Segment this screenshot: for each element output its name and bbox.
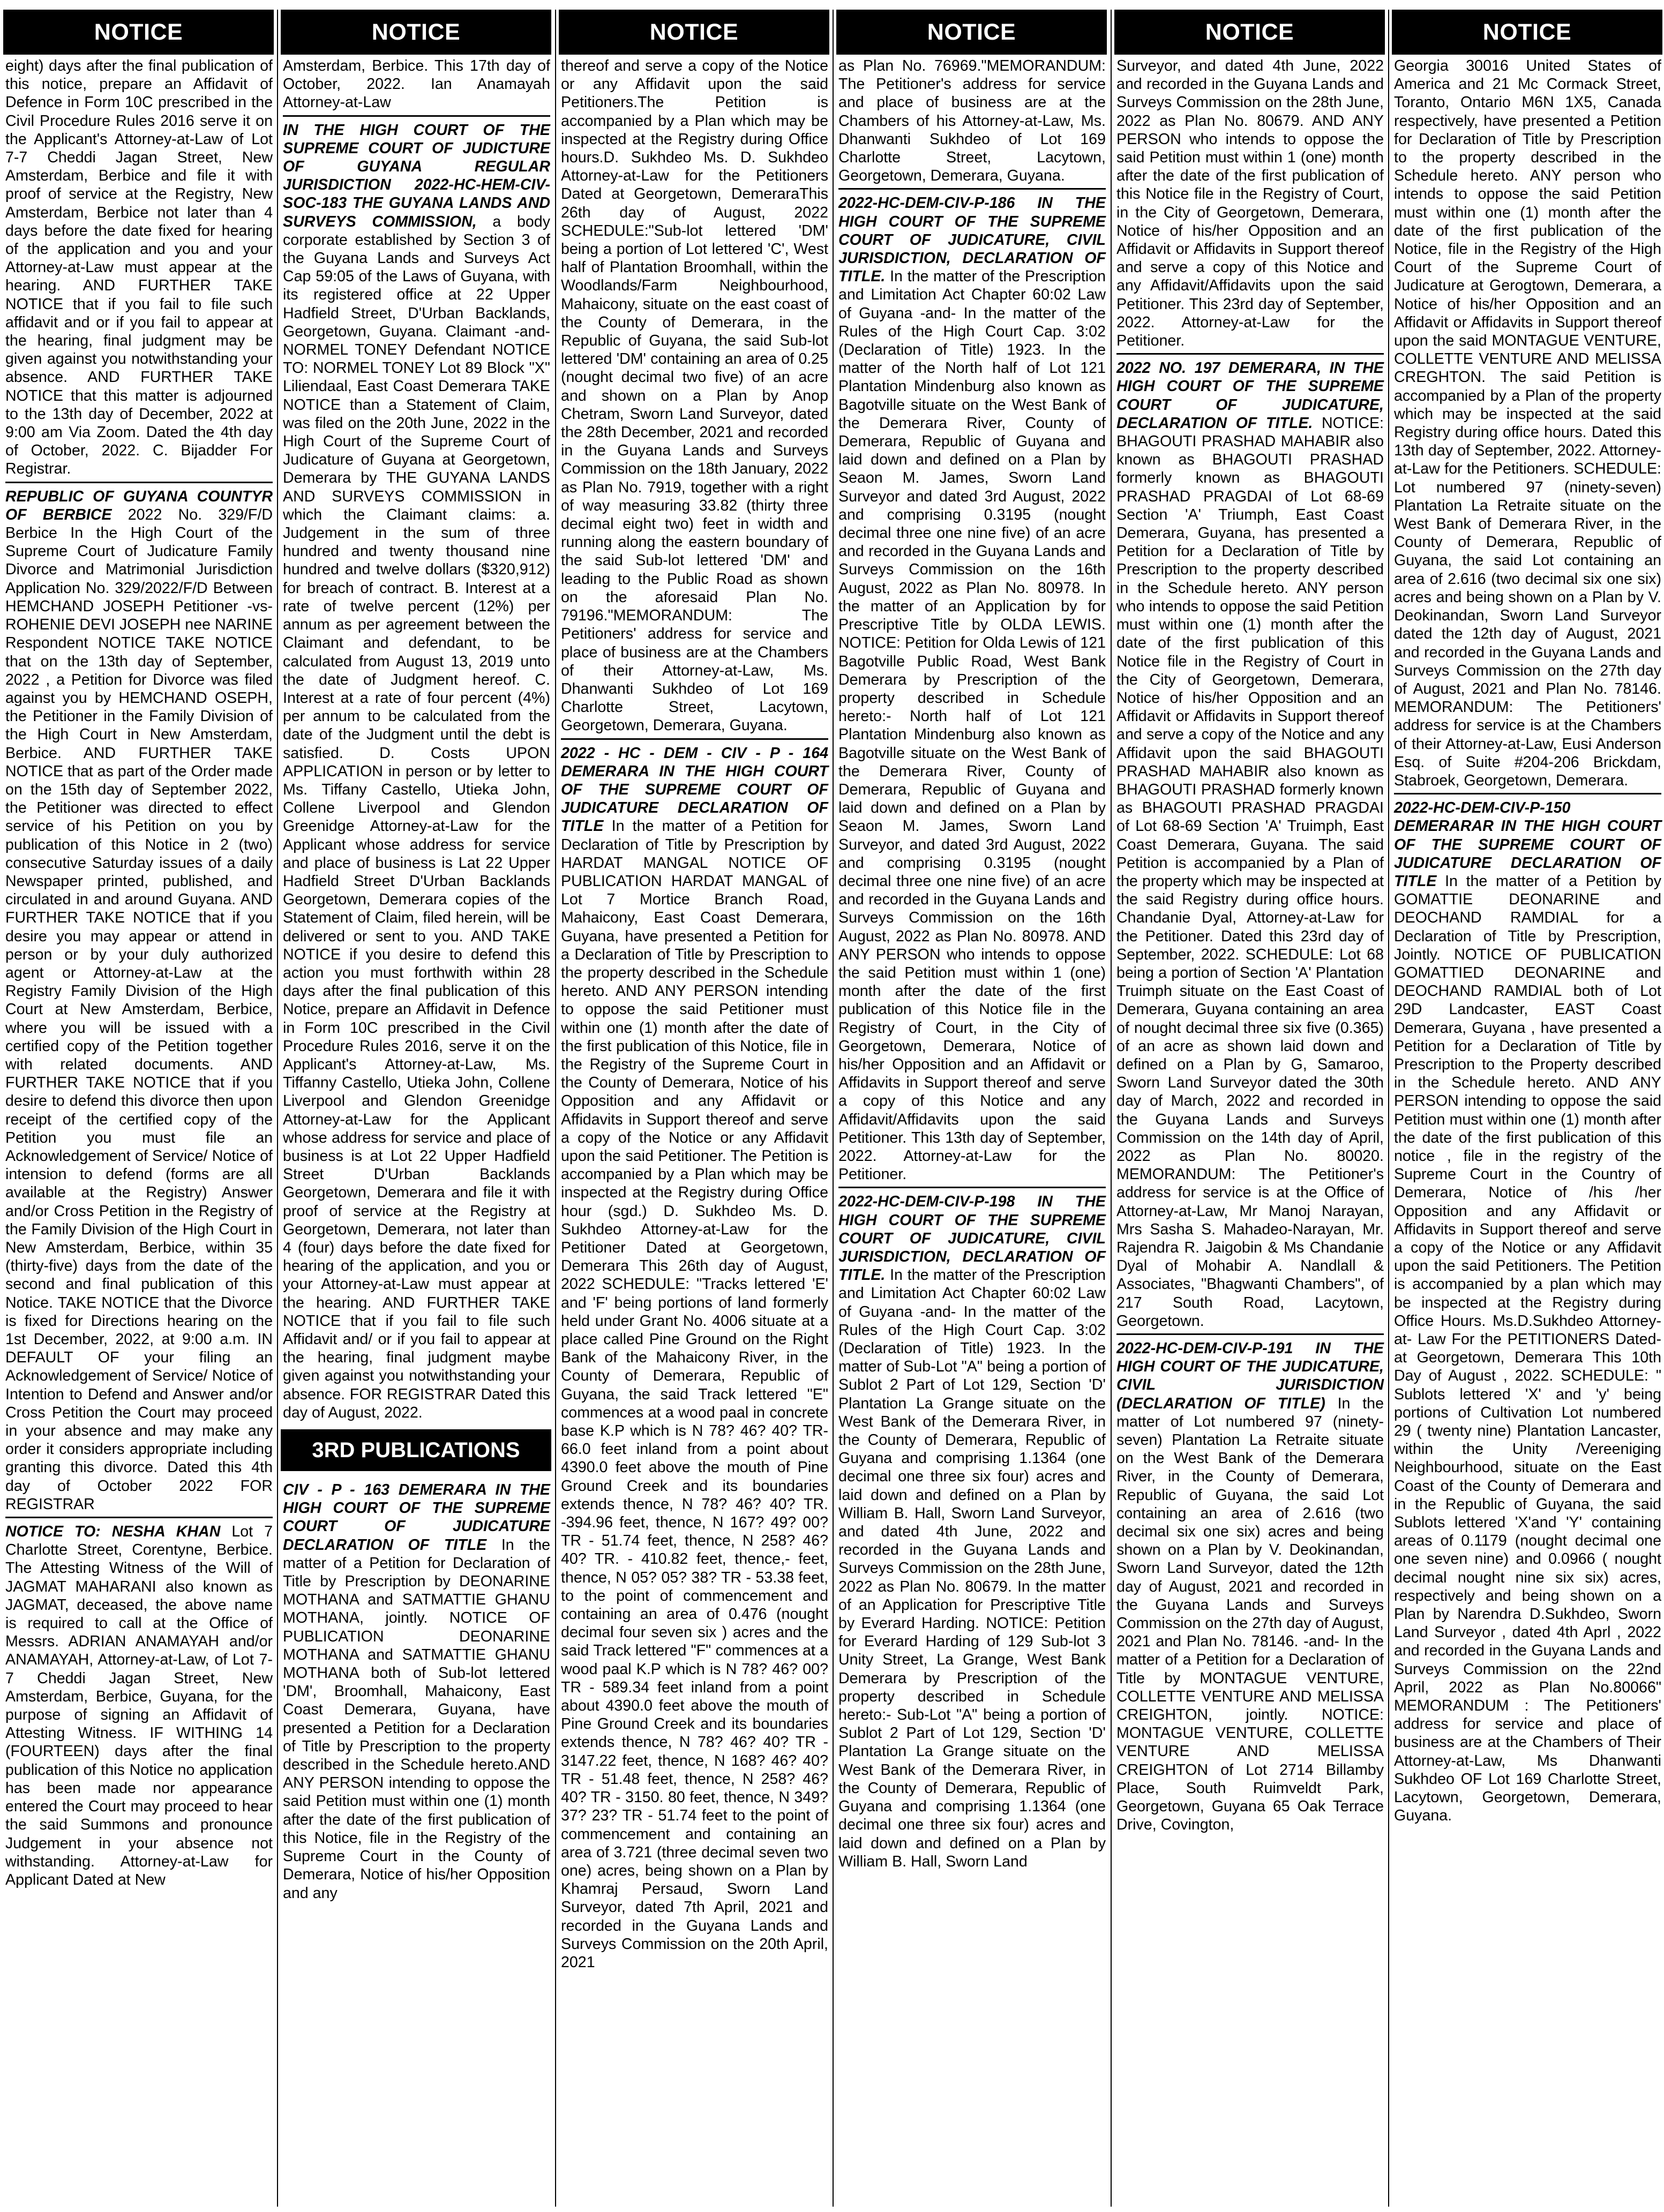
column-header: NOTICE: [3, 10, 274, 55]
notice-text: Surveyor, and dated 4th June, 2022 and recorded in the Guyana Lands and Surveys Commission on the 28th June, 2022 as Plan No. 80679. AND ANY PERSON who intends to oppose the said Petition must within 1 (one) month after the date of the first publication of this Notice file in the Registry of Court, in the City of Georgetown, Demerara, Notice of his/her Opposition and an Affidavit or Affidavits in Support thereof and serve a copy of this Notice and any Affidavit/Affidavits upon the said Petitioner. This 23rd day of September, 2022. Attorney-at-Law for the Petitioner.: [1116, 57, 1384, 350]
notice: [283, 1481, 550, 1902]
notice-text: 2022 No. 329/F/D Berbice In the High Court of the Supreme Court of Judicature Family Divorce and Matrimonial Jurisdiction Application No. 329/2022/F/D Between HEMCHAND JOSEPH Petitioner -vs- ROHENIE DEVI JOSEPH nee NARINE Respondent NOTICE TAKE NOTICE that on the 13th day of September, 2022 , a Petition for Divorce was filed against you by HEMCHAND OSEPH, the Petitioner in the Family Division of the High Court in New Amsterdam, Berbice. AND FURTHER TAKE NOTICE that as part of the Order made on the 15th day of September 2022, the Petitioner was directed to effect service of his Petition on you by publication of this Notice in 2 (two) consecutive Saturday issues of a daily Newspaper printed, published, and circulated in and around Guyana. AND FURTHER TAKE NOTICE that if you desire you may appear or attend in person or by your duly authorized agent or Attorney-at-Law at the Registry Family Division of the High Court at New Amsterdam, Berbice, where you will be issued with a certified copy of the Petition together with related documents. AND FURTHER TAKE NOTICE that if you desire to defend this divorce then upon receipt of the certified copy of the Petition you must file an Acknowledgement of Service/ Notice of intension to defend (forms are all available at the Registry) Answer and/or Cross Petition in the Registry of the Family Division of the High Court in New Amsterdam, Berbice, within 35 (thirty-five) days from the date of the second and final publication of this Notice. TAKE NOTICE that the Divorce is fixed for Directions hearing on the 1st December, 2022, at 9:00 a.m. IN DEFAULT OF your filing an Acknowledgement of Service/ Notice of Intention to Defend and Answer and/or Cross Petition the Court may proceed in your absence and may make any order it considers appropriate including granting this divorce. Dated this 4th day of October 2022 FOR REGISTRAR: [5, 506, 273, 1513]
column-5: [1114, 10, 1385, 2204]
notice: [5, 57, 273, 478]
notice-text: thereof and serve a copy of the Notice or any Affidavit upon the said Petitioners.The Petition is accompanied by a Plan which may be inspected at the Registry during Office hours.D. Sukhdeo Ms. D. Sukhdeo Attorney-at-Law for the Petitioners Dated at Georgetown, DemeraraThis 26th day of August, 2022 SCHEDULE:"Sub-lot lettered 'DM' being a portion of Lot lettered 'C', West half of Plantation Broomhall, within the Woodlands/Farm Neighbourhood, Mahaicony, situate on the east coast of the County of Demerara, in the Republic of Guyana, the said Sub-lot lettered 'DM' containing an area of 0.25 (nought decimal two five) of an acre and shown on a Plan by Anop Chetram, Sworn Land Surveyor, dated the 28th December, 2021 and recorded in the Guyana Lands and Surveys Commission on the 18th January, 2022 as Plan No. 7919, together with a right of way measuring 33.82 (thirty three decimal eight two) feet in width and running along the eastern boundary of the said Sub-lot lettered 'DM' and leading to the Public Road as shown on the aforesaid Plan No. 79196."MEMORANDUM: The Petitioners' address for service and place of business are at the Chambers of their Attorney-at-Law, Ms. Dhanwanti Sukhdeo of Lot 169 Charlotte Street, Lacytown, Georgetown, Demerara, Guyana.: [561, 57, 828, 734]
notice-heading: 2022 NO. 197 DEMERARA, IN THE HIGH COURT OF THE SUPREME COURT OF JUDICATURE, DECLARATION OF TITLE.: [1116, 359, 1384, 432]
notice: [1394, 57, 1661, 790]
column-divider: [1111, 10, 1112, 2207]
notice: [1116, 1333, 1384, 1834]
column-divider: [1388, 10, 1389, 2207]
notice: [561, 738, 828, 1972]
notice: [838, 188, 1106, 1183]
notice: [561, 57, 828, 735]
notice: [838, 57, 1106, 185]
column-2: [281, 10, 551, 2204]
notice: [283, 57, 550, 112]
column-body: [281, 55, 551, 1422]
column-6: [1392, 10, 1662, 2204]
column-header: NOTICE: [559, 10, 829, 55]
notice-text: Lot 7 Charlotte Street, Corentyne, Berbice. The Attesting Witness of the Will of JAGMAT MAHARANI also known as JAGMAT, deceased, the above name is required to call at the Office of Messrs. ADRIAN ANAMAYAH and/or ANAMAYAH, Attorney-at-Law, of Lot 7-7 Cheddi Jagan Street, New Amsterdam, Berbice, Guyana, for the purpose of signing an Affidavit of Attesting Witness. IF WITHING 14 (FOURTEEN) days after the final publication of this Notice no application has been made nor appearance entered the Court may proceed to hear the said Summons and pronounce Judgement in your absence not withstanding. Attorney-at-Law for Applicant Dated at New: [5, 1523, 273, 1888]
notice: [5, 1517, 273, 1889]
column-header: NOTICE: [836, 10, 1107, 55]
column-header: NOTICE: [281, 10, 551, 55]
notice-text: as Plan No. 76969."MEMORANDUM: The Petitioner's address for service and place of business are at the Chambers of his Attorney-at-Law, Ms. Dhanwanti Sukhdeo of Lot 169 Charlotte Street, Lacytown, Georgetown, Demerara, Guyana.: [838, 57, 1106, 185]
notice-heading: CIV - P - 163 DEMERARA IN THE HIGH COURT OF THE SUPREME COURT OF JUDICATURE DECLARATION OF TITLE: [283, 1481, 550, 1554]
notice-text: In the matter of a Petition for Declaration of Title by Prescription by HARDAT MANGAL NOTICE OF PUBLICATION HARDAT MANGAL of Lot 7 Mortice Branch Road, Mahaicony, East Coast Demerara, Guyana, have presented a Petition for a Declaration of Title by Prescription to the property described in the Schedule hereto. AND ANY PERSON intending to oppose the said Petitioner must within one (1) month after the date of the first publication of this Notice, file in the Registry of the Supreme Court in the County of Demerara, Notice of his Opposition and any Affidavit or Affidavits in Support thereof and serve a copy of the Notice or any Affidavit upon the said Petitioner. The Petition is accompanied by a Plan which may be inspected at the Registry during Office hour (sgd.) D. Sukhdeo Ms. D. Sukhdeo Attorney-at-Law for the Petitioner Dated at Georgetown, Demerara This 26th day of August, 2022 SCHEDULE: "Tracks lettered 'E' and 'F' being portions of land formerly held under Grant No. 4006 situate at a place called Pine Ground on the Right Bank of the Mahaicony River, in the County of Demerara, Republic of Guyana, the said Track lettered "E" commences at a wood paal in concrete base K.P which is N 78? 46? 40? TR-66.0 feet inland from a point about 4390.0 feet above the mouth of Pine Ground Creek and its boundaries extends thence, N 78? 46? 40? TR. -394.96 feet, thence, N 167? 49? 00? TR - 51.74 feet, thence, N 258? 46? 40? TR. - 410.82 feet, thence,- feet, thence, N 05? 05? 38? TR - 53.38 feet, to the point of commencement and containing an area of 0.476 (nought decimal four seven six ) acres and the said Track lettered "F" commences at a wood paal K.P which is N 78? 46? 00? TR - 589.34 feet inland from a point about 4390.0 feet above the mouth of Pine Ground Creek and its boundaries extends thence, N 78? 46? 40? TR - 3147.22 feet, thence, N 168? 46? 40? TR - 51.48 feet, thence, N 258? 46? 40? TR - 3150. 80 feet, thence, N 349?37? 23? TR - 51.74 feet to the point of commencement and containing an area of 3.721 (three decimal seven two one) acres, being shown on a Plan by Khamraj Persaud, Sworn Land Surveyor, dated 7th April, 2021 and recorded in the Guyana Lands and Surveys Commission on the 20th April, 2021: [561, 818, 828, 1971]
column-4: [836, 10, 1107, 2204]
notice: [838, 1187, 1106, 1871]
notice: [283, 115, 550, 1422]
notice-text: NOTICE: BHAGOUTI PRASHAD MAHABIR also known as BHAGOUTI PRASHAD formerly known as BHAGOUTI PRASHAD PRAGDAI of Lot 68-69 Section 'A' Triumph, East Coast Demerara, Guyana, has presented a Petition for a Declaration of Title by Prescription to the property described in the Schedule hereto. ANY person who intends to oppose the said Petition must within one (1) month after the date of the first publication of this Notice file in the Registry of Court in the City of Georgetown, Demerara, Notice of his/her Opposition and an Affidavit or Affidavits in Support thereof and serve a copy of the Notice and any Affidavit upon the said BHAGOUTI PRASHAD MAHABIR also known as BHAGOUTI PRASHAD formerly known as BHAGOUTI PRASHAD PRAGDAI of Lot 68-69 Section 'A' Truimph, East Coast Demerara, Guyana. The said Petition is accompanied by a Plan of the property which may be inspected at the said Registry during office hours. Chandanie Dyal, Attorney-at-Law for the Petitioner. Dated this 23rd day of September, 2022. SCHEDULE: Lot 68 being a portion of Section 'A' Plantation Truimph situate on the East Coast of Demerara, Guyana containing an area of nought decimal three six five (0.365) of an acre as shown laid down and defined on a Plan by G, Samaroo, Sworn Land Surveyor dated the 30th day of March, 2022 and recorded in the Guyana Lands and Surveys Commission on the 14th day of April, 2022 as Plan No. 80020. MEMORANDUM: The Petitioner's address for service is at the Office of Attorney-at-Law, Mr Manoj Narayan, Mrs Sasha S. Mahadeo-Narayan, Mr. Rajendra R. Jaigobin & Ms Chandanie Dyal of Mohabir A. Nandlall & Associates, "Bhagwanti Chambers", of 217 South Road, Lacytown, Georgetown.: [1116, 414, 1384, 1330]
notice-heading: NOTICE TO: NESHA KHAN: [5, 1523, 232, 1541]
notice-heading: REPUBLIC OF GUYANA COUNTYR OF BERBICE: [5, 488, 273, 523]
column-body-continued: [281, 1479, 551, 1902]
column-divider: [555, 10, 556, 2207]
column-divider: [833, 10, 834, 2207]
notice-text: In the matter of the Prescription and Limitation Act Chapter 60:02 Law of Guyana -and- In the matter of the Rules of the High Court Cap. 3:02 (Declaration of Title) 1923. In the matter of the North half of Lot 121 Plantation Mindenburg also known as Bagotville situate on the West Bank of the Demerara River, County of Demerara, Republic of Guyana and laid down and defined on a Plan by Seaon M. James, Sworn Land Surveyor and dated 3rd August, 2022 and comprising 0.3195 (nought decimal three one nine five) of an acre and recorded in the Guyana Lands and Surveys Commission on the 16th August, 2022 as Plan No. 80978. In the matter of an Application by for Prescriptive Title by OLDA LEWIS. NOTICE: Petition for Olda Lewis of 121 Bagotville Public Road, West Bank Demerara by Prescription of the property described in Schedule hereto:- North half of Lot 121 Plantation Mindenburg also known as Bagotville situate on the West Bank of the Demerara River, County of Demerara, Republic of Guyana and laid down and defined on a Plan by Seaon M. James, Sworn Land Surveyor, and dated 3rd August, 2022 and comprising 0.3195 (nought decimal three one nine five) of an acre and recorded in the Guyana Lands and Surveys Commission on the 16th August, 2022 as Plan No. 80978. AND ANY PERSON who intends to oppose the said Petition must within 1 (one) month after the date of the first publication of this Notice file in the Registry of Court, in the City of Georgetown, Demerara, Notice of his/her Opposition and an Affidavit or Affidavits in Support thereof and serve a copy of this Notice and any Affidavit/Affidavits upon the said Petitioner. This 13th day of September, 2022. Attorney-at-Law for the Petitioner.: [838, 268, 1106, 1183]
notice-heading: IN THE HIGH COURT OF THE SUPREME COURT OF JUDICTURE OF GUYANA REGULAR JURISDICTION 2022-HC-HEM-CIV-SOC-183 THE GUYANA LANDS AND SURVEYS COMMISSION,: [283, 121, 550, 230]
notice-text: In the matter of a Petition by GOMATTIE DEONARINE and DEOCHAND RAMDIAL for a Declaration of Title by Prescription, Jointly. NOTICE OF PUBLICATION GOMATTIED DEONARINE and DEOCHAND RAMDIAL both of Lot 29D Landcaster, EAST Coast Demerara, Guyana , have presented a Petition for a Declaration of Title by Prescription to the Property described in the Schedule hereto. AND ANY PERSON intending to oppose the said Petition must within one (1) month after the date of the first publication of this notice , file in the registry of the Supreme Court in the Country of Demerara, Notice of /his /her Opposition and any Affidavit or Affidavits in Support thereof and serve a copy of the Notice or any Affidavit upon the said Petitioners. The Petition is accompanied by a plan which may be inspected at the Registry during Office Hours. Ms.D.Sukhdeo Attorney-at- Law For the PETITIONERS Dated-at Georgetown, Demerara This 10th Day of August , 2022. SCHEDULE: " Sublots lettered 'X' and 'y' being portions of Cultivation Lot numbered 29 ( twenty nine) Plantation Lancaster, within the Unity /Vereeniging Neighbourhood, situate on the East Coast of the County of Demerara and in the Republic of Guyana, the said Sublots lettered 'X'and 'Y' containing areas of 0.1179 (nought decimal one one seven nine) and 0.0966 ( nought decimal nought nine six six) acres, respectively and being shown on a Plan by Narendra D.Sukhdeo, Sworn Land Surveyor , dated 4th Aprl , 2022 and recorded in the Guyana Lands and Surveys Commission on the 22nd April, 2022 as Plan No.80066" MEMORANDUM : The Petitioners' address for service and place of business are at the Chambers of Their Attorney-at-Law, Ms Dhanwanti Sukhdeo OF Lot 169 Charlotte Street, Lacytown, Georgetown, Demerara, Guyana.: [1394, 872, 1661, 1825]
notice-heading: 2022-HC-DEM-CIV-P-198 IN THE HIGH COURT OF THE SUPREME COURT OF JUDICATURE, CIVIL JURISDICTION, DECLARATION OF TITLE.: [838, 1193, 1106, 1284]
notice-text: Georgia 30016 United States of America and 21 Mc Cormack Street, Toranto, Ontario M6N 1X5, Canada respectively, have presented a Petition for Declaration of Title by Prescription to the property described in the Schedule hereto. ANY person who intends to oppose the said Petition must within one (1) month after the date of the first publication of the Notice, file in the Registry of the High Court of the Supreme Court of Judicature at Gerogtown, Demerara, a Notice of his/her Opposition and an Affidavit or Affidavits in Support thereof upon the said MONTAGUE VENTURE, COLLETTE VENTURE AND MELISSA CREGHTON. The said Petition is accompanied by a Plan of the property which may be inspected at the said Registry during office hours. Dated this 13th day of September, 2022. Attorney-at-Law for the Petitioners. SCHEDULE: Lot numbered 97 (ninety-seven) Plantation La Retraite situate on the West Bank of Demerara River, in the County of Demerara, Republic of Guyana, the said Lot containing an area of 2.616 (two decimal six one six) acres and being shown on a Plan by V. Deokinandan, Sworn Land Surveyor dated the 12th day of August, 2021 and recorded in the Guyana Lands and Surveys Commission on the 27th day of August, 2021 and Plan No. 78146. MEMORANDUM: The Petitioners' address for service is at the Chambers of their Attorney-at-Law, Eusi Anderson Esq. of Suite #204-206 Brickdam, Stabroek, Georgetown, Demerara.: [1394, 57, 1661, 789]
notice-heading: 2022 - HC - DEM - CIV - P - 164 DEMERARA IN THE HIGH COURT OF THE SUPREME COURT OF JUDICATURE DECLARATION OF TITLE: [561, 744, 828, 835]
column-body: [1114, 55, 1385, 1834]
column-1: [3, 10, 274, 2204]
notice: [5, 482, 273, 1513]
notice-text: Amsterdam, Berbice. This 17th day of October, 2022. Ian Anamayah Attorney-at-Law: [283, 57, 550, 111]
notice: [1116, 353, 1384, 1330]
notice-text: In the matter of a Petition for Declaration of Title by Prescription by DEONARINE MOTHANA and SATMATTIE GHANU MOTHANA, jointly. NOTICE OF PUBLICATION DEONARINE MOTHANA and SATMATTIE GHANU MOTHANA both of Sub-lot lettered 'DM', Broomhall, Mahaicony, East Coast Demerara, Guyana, have presented a Petition for a Declaration of Title by Prescription to the property described in the Schedule hereto.AND ANY PERSON intending to oppose the said Petition must within one (1) month after the date of the first publication of this Notice, file in the Registry of the Supreme Court in the County of Demerara, Notice of his/her Opposition and any: [283, 1536, 551, 1902]
column-body: [559, 55, 829, 1971]
notice-text: eight) days after the final publication of this notice, prepare an Affidavit of Defence in Form 10C prescribed in the Civil Procedure Rules 2016 serve it on the Applicant's Attorney-at-Law of Lot 7-7 Cheddi Jagan Street, New Amsterdam, Berbice and file it with proof of service at the Registry, New Amsterdam, Berbice not later than 4 days before the date fixed for hearing of the application and you and your Attorney-at-Law must appear at the hearing. AND FURTHER TAKE NOTICE that if you fail to file such affidavit and or if you fail to appear at the hearing, final judgment may be given against you notwithstanding your absence. AND FURTHER TAKE NOTICE that this matter is adjourned to the 13th day of December, 2022 at 9:00 am Via Zoom. Dated the 4th day of October, 2022. C. Bijadder For Registrar.: [5, 57, 273, 478]
column-divider: [277, 10, 278, 2207]
column-3: [559, 10, 829, 2204]
column-header: NOTICE: [1392, 10, 1662, 55]
notice-text: In the matter of Lot numbered 97 (ninety-seven) Plantation La Retraite situate on the West Bank of the Demerara River, in the County of Demerara, Republic of Guyana, the said Lot containing an area of 2.616 (two decimal six one six) acres and being shown on a Plan by V. Deokinandan, Sworn Land Surveyor, dated the 12th day of August, 2021 and recorded in the Guyana Lands and Surveys Commission on the 27th day of August, 2021 and Plan No. 78146. -and- In the matter of a Petition for a Declaration of Title by MONTAGUE VENTURE, COLLETTE VENTURE AND MELISSA CREIGHTON, jointly. NOTICE: MONTAGUE VENTURE, COLLETTE VENTURE AND MELISSA CREIGHTON of Lot 2714 Billamby Place, South Ruimveldt Park, Georgetown, Guyana 65 Oak Terrace Drive, Covington,: [1116, 1394, 1384, 1834]
column-body: [836, 55, 1107, 1871]
notice-text: a body corporate established by Section 3 of the Guyana Lands and Surveys Act Cap 59:05 of the Laws of Guyana, with its registered office at 22 Upper Hadfield Street, D'Urban Backlands, Georgetown, Guyana. Claimant -and- NORMEL TONEY Defendant NOTICE TO: NORMEL TONEY Lot 89 Block "X" Liliendaal, East Coast Demerara TAKE NOTICE than a Statement of Claim, was filed on the 20th June, 2022 in the High Court of the Supreme Court of Judicature of Guyana at Georgetown, Demerara by THE GUYANA LANDS AND SURVEYS COMMISSION in which the Claimant claims: a. Judgement in the sum of three hundred and twenty thousand nine hundred and twelve dollars ($320,912) for breach of contract. B. Interest at a rate of twelve percent (12%) per annum as per agreement between the Claimant and defendant, to be calculated from August 13, 2019 unto the date of Judgment hereof. C. Interest at a rate of four percent (4%) per annum to be calculated from the date of the Judgment until the debt is satisfied. D. Costs UPON APPLICATION in person or by letter to Ms. Tiffany Castello, Utieka John, Collene Liverpool and Glendon Greenidge Attorney-at-Law for the Applicant whose address for service and place of business is Lat 22 Upper Hadfield Street D'Urban Backlands Georgetown, Demerara copies of the Statement of Claim, filed herein, will be delivered or sent to you. AND TAKE NOTICE if you desire to defend this action you must forthwith within 28 days after the final publication of this Notice, prepare an Affidavit in Defence in Form 10C prescribed in the Civil Procedure Rules 2016, serve it on the Applicant's Attorney-at-Law, Ms. Tiffanny Castello, Utieka John, Collene Liverpool and Glendon Greenidge Attorney-at-Law for the Applicant whose address for service and place of business is at Lot 22 Upper Hadfield Street D'Urban Backlands Georgetown, Demerara and file it with proof of service at the Registry at Georgetown, Demerara, not later than 4 (four) days before the date fixed for hearing of the application, and you or your Attorney-at-Law must appear at the hearing. AND FURTHER TAKE NOTICE that if you fail to file such Affidavit and/ or if you fail to appear at the hearing, final judgment maybe given against you notwithstanding your absence. FOR REGISTRAR Dated this day of August, 2022.: [283, 213, 550, 1421]
notice-heading: 2022-HC-DEM-CIV-P-191 IN THE HIGH COURT OF THE JUDICATURE, CIVIL JURISDICTION (DECLARATION OF TITLE): [1116, 1340, 1384, 1412]
notice-heading: 2022-HC-DEM-CIV-P-186 IN THE HIGH COURT OF THE SUPREME COURT OF JUDICATURE, CIVIL JURISDICTION, DECLARATION OF TITLE.: [838, 194, 1106, 286]
section-band-3rd-publications: 3RD PUBLICATIONS: [281, 1429, 551, 1471]
column-header: NOTICE: [1114, 10, 1385, 55]
notice: [1394, 793, 1661, 1825]
column-body: [3, 55, 274, 1889]
notice-heading: 2022-HC-DEM-CIV-P-150 DEMERARAR IN THE HIGH COURT OF THE SUPREME COURT OF JUDICATURE DECLARATION OF TITLE: [1394, 799, 1661, 890]
column-body: [1392, 55, 1662, 1825]
notice-text: In the matter of the Prescription and Limitation Act Chapter 60:02 Law of Guyana -and- In the matter of the Rules of the High Court Cap. 3:02 (Declaration of Title) 1923. In the matter of Sub-Lot "A" being a portion of Sublot 2 Part of Lot 129, Section 'D' Plantation La Grange situate on the West Bank of the Demerara River, in the County of Demerara, Republic of Guyana and comprising 1.1364 (one decimal one three six four) acres and laid down and defined on a Plan by William B. Hall, Sworn Land Surveyor, and dated 4th June, 2022 and recorded in the Guyana Lands and Surveys Commission on the 28th June, 2022 as Plan No. 80679. In the matter of an Application for Prescriptive Title by Everard Harding. NOTICE: Petition for Everard Harding of 129 Sub-lot 3 Unity Street, La Grange, West Bank Demerara by Prescription of the property described in Schedule hereto:- Sub-Lot "A" being a portion of Sublot 2 Part of Lot 129, Section 'D' Plantation La Grange situate on the West Bank of the Demerara River, in the County of Demerara, Republic of Guyana and comprising 1.1364 (one decimal one three six four) acres and laid down and defined on a Plan by William B. Hall, Sworn Land: [838, 1266, 1106, 1870]
notice: [1116, 57, 1384, 350]
